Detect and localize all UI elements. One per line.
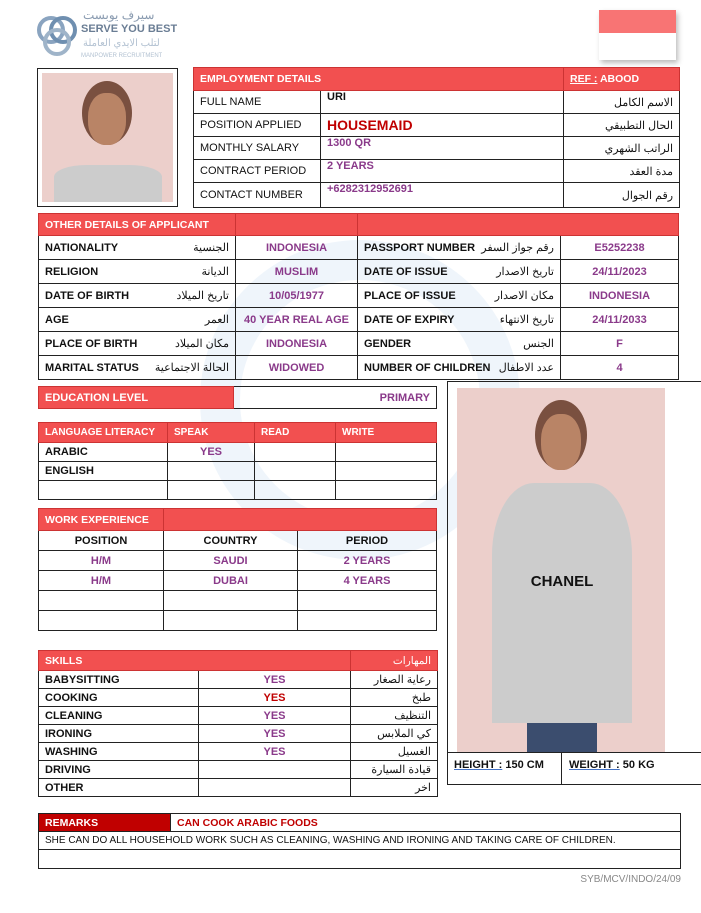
table-row: MARITAL STATUS الحالة الاجتماعية WIDOWED NUMBER OF CHILDREN عدد الاطفال 4 (39, 356, 679, 380)
remarks-headline: CAN COOK ARABIC FOODS (171, 814, 681, 832)
logo-name: SERVE YOU BEST (81, 23, 178, 35)
education-label: EDUCATION LEVEL (39, 387, 234, 409)
portrait-photo-frame (37, 68, 178, 207)
table-row (39, 611, 437, 631)
logo-arabic: سيرف يوبست (83, 8, 155, 22)
height: HEIGHT : 150 CM (454, 759, 544, 771)
table-row: OTHER اخر (39, 779, 438, 797)
document-code: SYB/MCV/INDO/24/09 (580, 874, 681, 885)
table-row: AGE العمر 40 YEAR REAL AGE DATE OF EXPIRY تاريخ الانتهاء 24/11/2033 (39, 308, 679, 332)
work-experience-table (38, 508, 437, 631)
full-body-photo-frame (447, 381, 701, 785)
table-row (39, 591, 437, 611)
table-row: CONTACT NUMBER +6282312952691 رقم الجوال (194, 183, 680, 208)
table-row: DATE OF BIRTH تاريخ الميلاد 10/05/1977 PLACE OF ISSUE مكان الاصدار INDONESIA (39, 284, 679, 308)
table-row: COOKING YES طبخ (39, 689, 438, 707)
employment-title: EMPLOYMENT DETAILS (194, 68, 564, 91)
other-details-title: OTHER DETAILS OF APPLICANT (39, 214, 236, 236)
weight: WEIGHT : 50 KG (569, 759, 655, 771)
ref-cell: REF : ABOOD (564, 68, 680, 91)
table-row: RELIGION الديانة MUSLIM DATE OF ISSUE تاريخ الاصدار 24/11/2023 (39, 260, 679, 284)
logo-sub: MANPOWER RECRUITMENT (81, 53, 163, 59)
remarks-label: REMARKS (39, 814, 171, 832)
indonesia-flag (599, 10, 676, 60)
skills-title-ar: المهارات (351, 651, 438, 671)
skills-title: SKILLS (39, 651, 351, 671)
table-row: IRONING YES كي الملابس (39, 725, 438, 743)
remarks-text: SHE CAN DO ALL HOUSEHOLD WORK SUCH AS CLEANING, WASHING AND IRONING AND TAKING CARE OF CHILDREN. (39, 832, 681, 850)
table-row: H/M SAUDI 2 YEARS (39, 551, 437, 571)
shirt-print: CHANEL (530, 573, 594, 590)
table-row: LANGUAGE LITERACY SPEAK READ WRITE (39, 423, 437, 443)
table-row: DRIVING قيادة السيارة (39, 761, 438, 779)
employment-details-table (193, 67, 680, 208)
table-row (39, 481, 437, 500)
table-row: BABYSITTING YES رعاية الصغار (39, 671, 438, 689)
portrait-photo (42, 73, 173, 202)
table-row: CONTRACT PERIOD 2 YEARS مدة العقد (194, 160, 680, 183)
work-experience-title: WORK EXPERIENCE (39, 509, 164, 531)
education-value: PRIMARY (234, 387, 437, 409)
table-row: ENGLISH (39, 462, 437, 481)
table-row: NATIONALITY الجنسية INDONESIA PASSPORT NUMBER رقم جواز السفر E5252238 (39, 236, 679, 260)
table-row: PLACE OF BIRTH مكان الميلاد INDONESIA GENDER الجنس F (39, 332, 679, 356)
education-table (38, 386, 437, 409)
language-table (38, 422, 437, 500)
remarks-table (38, 813, 681, 869)
table-row: H/M DUBAI 4 YEARS (39, 571, 437, 591)
logo-knot-icon (35, 12, 79, 60)
table-row: CLEANING YES التنظيف (39, 707, 438, 725)
table-row: MONTHLY SALARY 1300 QR الراتب الشهري (194, 137, 680, 160)
other-details-table (38, 213, 679, 380)
table-row: POSITION COUNTRY PERIOD (39, 531, 437, 551)
table-row: POSITION APPLIED HOUSEMAID الحال التطبيقي (194, 114, 680, 137)
measurements-row (448, 752, 701, 784)
table-row: ARABIC YES (39, 443, 437, 462)
logo-sub-arabic: لتلب الايدي العاملة (83, 38, 160, 49)
company-logo (35, 8, 235, 64)
table-row: WASHING YES الغسيل (39, 743, 438, 761)
skills-table (38, 650, 438, 797)
table-row: FULL NAME URI الاسم الكامل (194, 91, 680, 114)
full-body-photo (457, 388, 665, 753)
